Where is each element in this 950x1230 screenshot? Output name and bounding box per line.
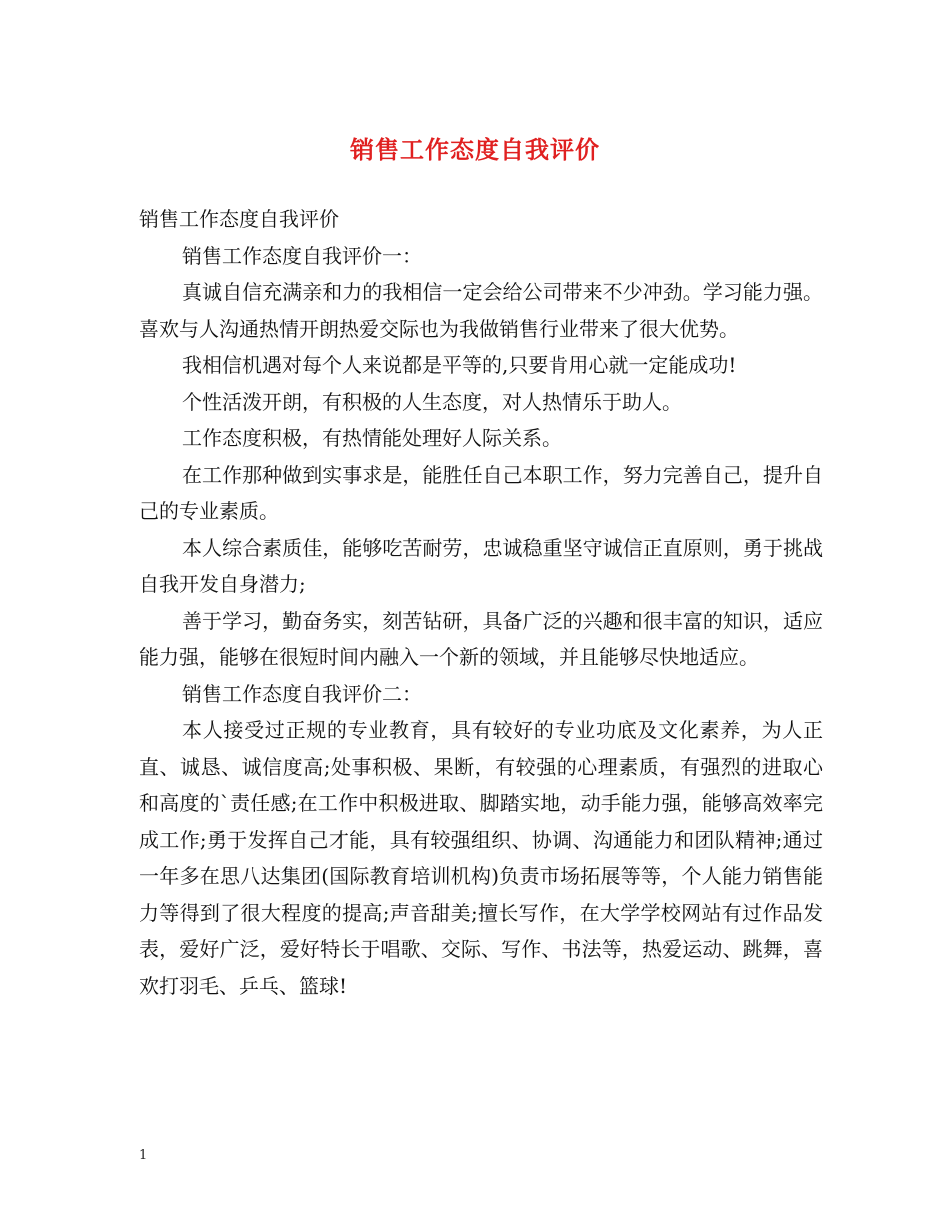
paragraph: 本人接受过正规的专业教育，具有较好的专业功底及文化素养，为人正直、诚恳、诚信度高;处事积极、果断，有较强的心理素质，有强烈的进取心和高度的`责任感;在工作中积极进取、脚踏实地，动手能力强，能够高效率完成工作;勇于发挥自己才能，具有较强组织、协调、沟通能力和团队精神;通过一年多在思八达集团(国际教育培训机构)负责市场拓展等等，个人能力销售能力等得到了很大程度的提高;声音甜美;擅长写作，在大学学校网站有过作品发表，爱好广泛，爱好特长于唱歌、交际、写作、书法等，热爱运动、跳舞，喜欢打羽毛、乒乓、篮球!	[139, 718, 823, 998]
subsection-heading-2: 销售工作态度自我评价二：	[182, 681, 422, 706]
paragraph: 善于学习，勤奋务实，刻苦钻研，具备广泛的兴趣和很丰富的知识，适应能力强，能够在很短时间内融入一个新的领域，并且能够尽快地适应。	[139, 608, 823, 669]
document-title: 销售工作态度自我评价	[350, 135, 600, 164]
paragraph: 工作态度积极，有热情能处理好人际关系。	[182, 426, 562, 450]
paragraph: 在工作那种做到实事求是，能胜任自己本职工作，努力完善自己，提升自己的专业素质。	[139, 462, 823, 523]
page-number: 1	[139, 1148, 148, 1163]
section-heading: 销售工作态度自我评价	[139, 207, 339, 231]
subsection-heading-1: 销售工作态度自我评价一：	[182, 243, 422, 268]
paragraph: 真诚自信充满亲和力的我相信一定会给公司带来不少冲劲。学习能力强。喜欢与人沟通热情开朗热爱交际也为我做销售行业带来了很大优势。	[139, 280, 823, 341]
document-body	[139, 201, 823, 1004]
paragraph: 我相信机遇对每个人来说都是平等的,只要肯用心就一定能成功!	[182, 353, 737, 377]
paragraph: 本人综合素质佳，能够吃苦耐劳，忠诚稳重坚守诚信正直原则，勇于挑战自我开发自身潜力;	[139, 535, 823, 596]
paragraph: 个性活泼开朗，有积极的人生态度，对人热情乐于助人。	[182, 389, 682, 414]
